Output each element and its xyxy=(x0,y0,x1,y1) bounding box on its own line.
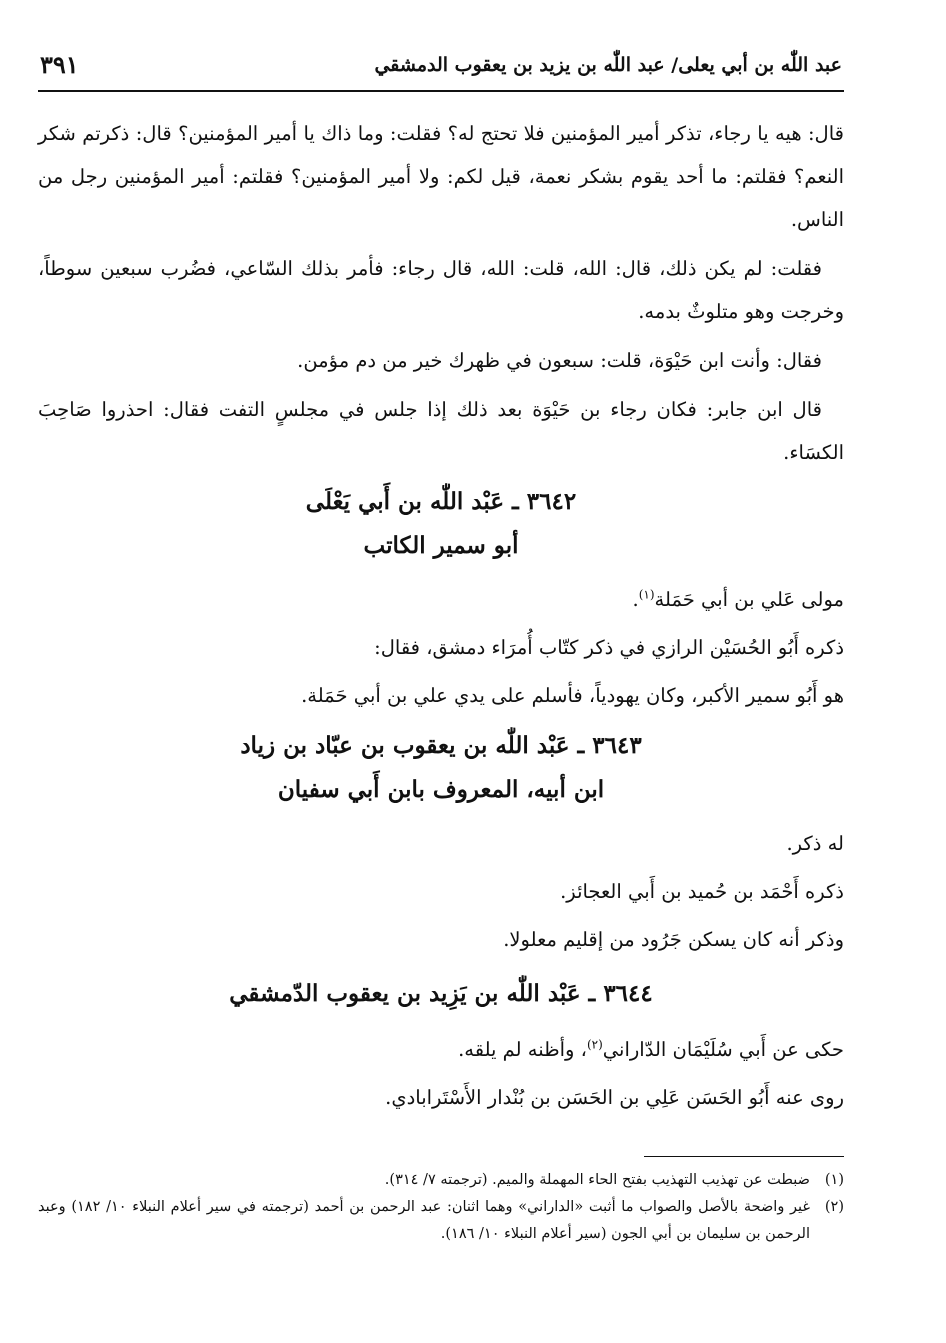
footnote-text: ضبطت عن تهذيب التهذيب بفتح الحاء المهملة والميم. (ترجمته ٧/ ٣١٤). xyxy=(384,1172,810,1188)
entry-line xyxy=(38,1026,844,1074)
entry-heading-subline: أبو سمير الكاتب xyxy=(363,532,519,559)
paragraph: فقلت: لم يكن ذلك، قال: الله، قلت: الله، قال رجاء: فأمر بذلك السّاعي، فضُرب سبعين سوطاً، وخرجت وهو متلوثٌ بدمه. xyxy=(38,257,844,323)
entry-body xyxy=(38,1026,844,1122)
footnote-divider xyxy=(644,1156,844,1157)
footnotes xyxy=(38,1167,844,1248)
entry-line-text: مولى عَلي بن أبي حَمَلة xyxy=(654,588,844,611)
entry-line-text: حكى عن أَبي سُلَيْمَان الدّاراني xyxy=(602,1038,844,1061)
page-number: ٣٩١ xyxy=(40,50,79,79)
paragraph: قال: هيه يا رجاء، تذكر أمير المؤمنين فلا تحتج له؟ فقلت: وما ذاك يا أمير المؤمنين؟ قال: ذكرتم شكر النعم؟ فقلتم: ما أحد يقوم بشكر نعمة، قيل لكم: ولا أمير المؤمنين؟ فقلتم: أمير المؤمنين رجل من الناس. xyxy=(38,122,844,231)
entry-heading xyxy=(38,480,844,568)
entry-body xyxy=(38,820,844,964)
entry-heading xyxy=(38,972,844,1016)
footnote-number: (١) xyxy=(824,1172,844,1188)
footnote xyxy=(38,1167,844,1194)
entry-line-text: ، وأظنه لم يلقه. xyxy=(458,1038,587,1061)
paragraph: فقال: وأنت ابن حَيْوَة، قلت: سبعون في ظهرك خير من دم مؤمن. xyxy=(297,349,822,372)
entry-heading xyxy=(38,724,844,812)
entry-line: مولى عَلي بن أبي حَمَلة$^{(١)}$. xyxy=(632,587,844,611)
main-text xyxy=(38,92,844,1122)
entry-line: هو أَبُو سمير الأكبر، وكان يهودياً، فأسلم على يدي علي بن أبي حَمَلة. xyxy=(301,684,844,707)
entry-body xyxy=(38,576,844,720)
entry-line: وذكر أنه كان يسكن جَرُود من إقليم معلولا. xyxy=(503,928,844,951)
footnote-number: (٢) xyxy=(824,1199,844,1215)
entry-heading-line: ٣٦٤٣ ـ عَبْد اللّٰه بن يعقوب بن عبّاد بن زياد xyxy=(240,732,642,759)
footnote-reference: (١) xyxy=(638,587,655,602)
entry-line: روى عنه أَبُو الحَسَن عَلِي بن الحَسَن بن بُنْدار الأَسْتَرابادي. xyxy=(385,1086,844,1109)
paragraph: قال ابن جابر: فكان رجاء بن حَيْوَة بعد ذلك إذا جلس في مجلسٍ التفت فقال: احذروا صَاحِبَ الكسَاء. xyxy=(38,398,844,464)
entry-heading-subline: ابن أبيه، المعروف بابن أَبي سفيان xyxy=(277,776,605,803)
running-head xyxy=(38,40,844,92)
running-title: عبد اللّٰه بن أبي يعلى/ عبد اللّٰه بن يزيد بن يعقوب الدمشقي xyxy=(374,54,842,76)
entry-line: ذكره أَبُو الحُسَيْن الرازي في ذكر كتّاب أُمرَاء دمشق، فقال: xyxy=(374,636,844,659)
book-page xyxy=(38,40,844,1310)
entry-line: له ذكر. xyxy=(786,832,844,855)
entry-heading-line: ٣٦٤٤ ـ عَبْد اللّٰه بن يَزِيد بن يعقوب الدّمشقي xyxy=(229,980,653,1007)
footnote xyxy=(38,1194,844,1248)
entry-line: ذكره أَحْمَد بن حُميد بن أَبي العجائز. xyxy=(560,880,844,903)
footnote-text: غير واضحة بالأصل والصواب ما أثبت «الداراني» وهما اثنان: عبد الرحمن بن أحمد (ترجمته في سير أعلام النبلاء ١٠/ ١٨٢) وعبد الرحمن بن سليمان بن أبي الجون (سير أعلام النبلاء ١٠/ ١٨٦). xyxy=(38,1199,810,1242)
footnote-reference: (٢) xyxy=(586,1037,603,1052)
entry-heading-line: ٣٦٤٢ ـ عَبْد اللّٰه بن أَبي يَعْلَى xyxy=(305,488,577,515)
